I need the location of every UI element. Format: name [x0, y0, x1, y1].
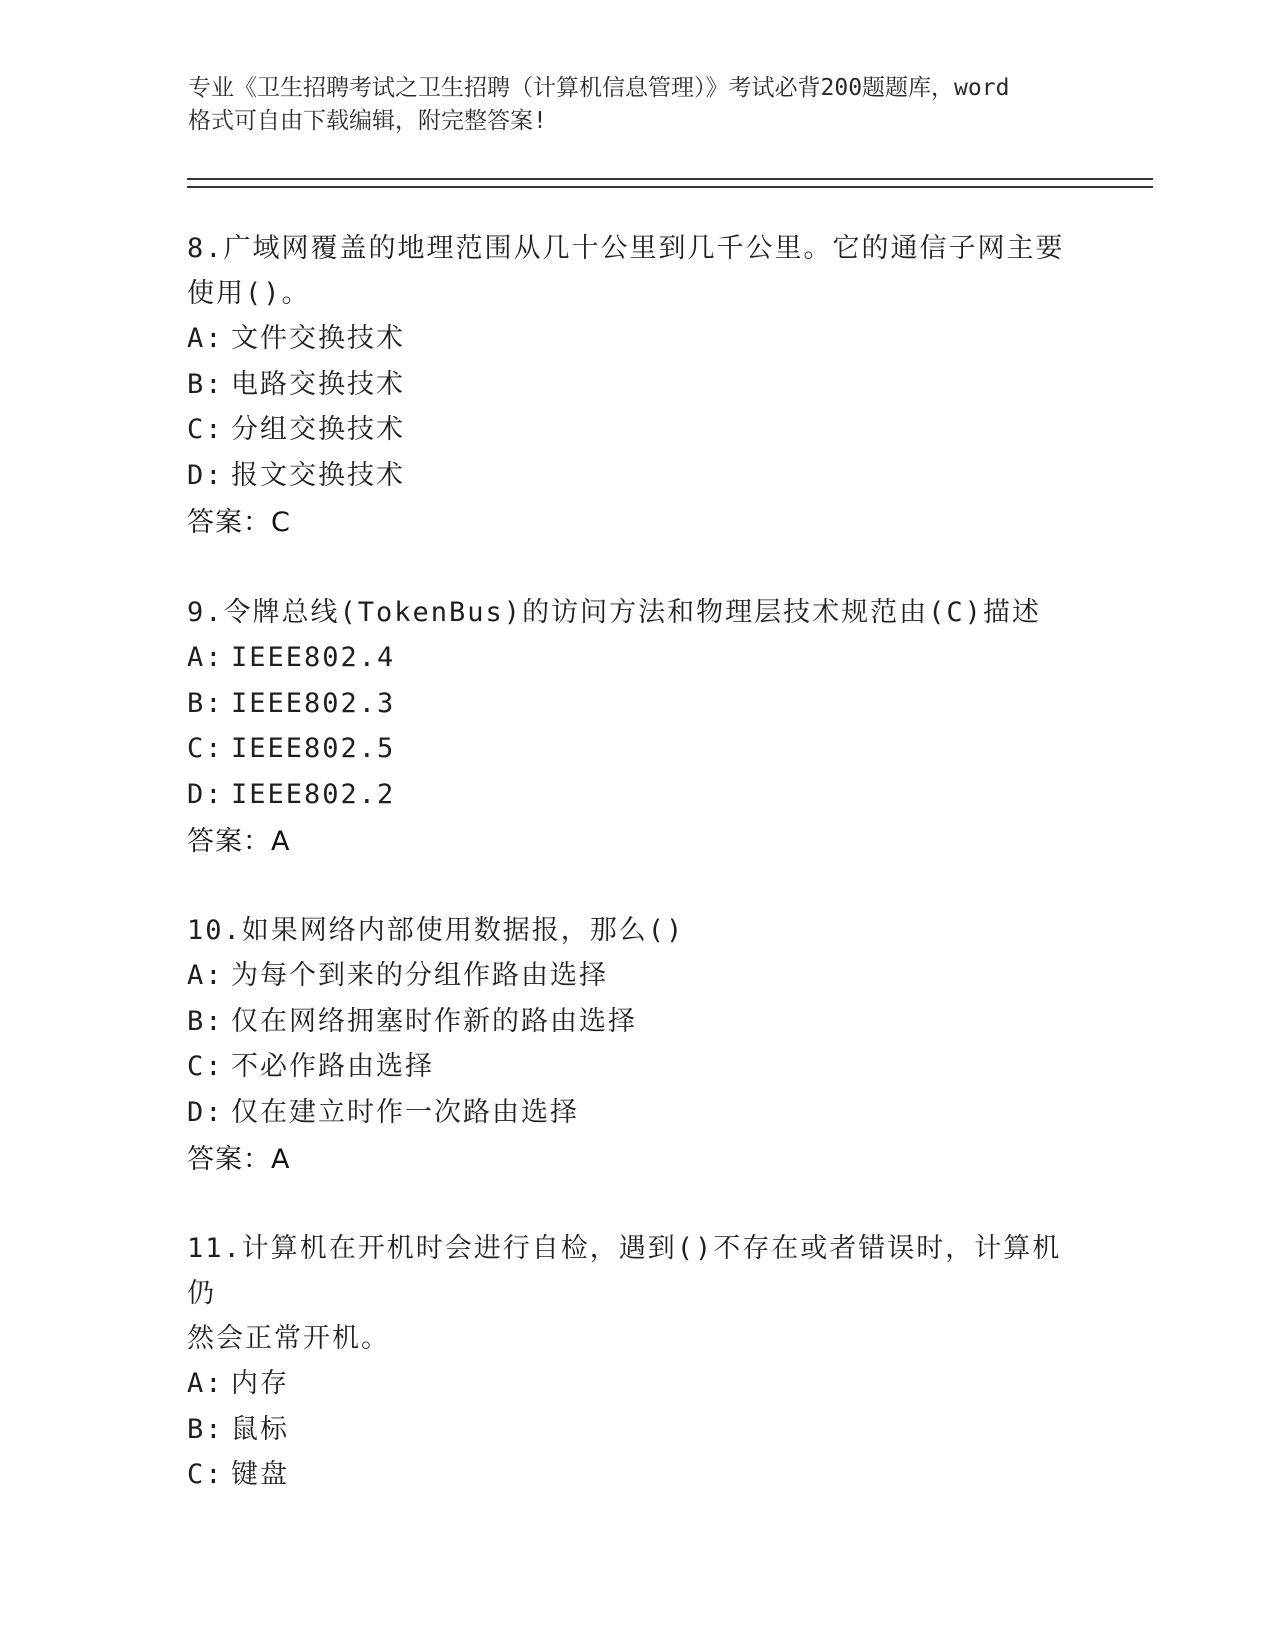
question-stem-line-1: 11.计算机在开机时会进行自检，遇到()不存在或者错误时，计算机仍 [187, 1233, 1062, 1309]
option-text: 键盘 [231, 1459, 289, 1490]
question-stem-line-2: 然会正常开机。 [187, 1323, 390, 1354]
option-label: A: [187, 323, 224, 354]
option-label: C: [187, 414, 224, 445]
option-d [187, 1090, 1087, 1136]
question-8 [187, 226, 1087, 545]
option-label: B: [187, 1005, 224, 1037]
option-label: D: [187, 459, 224, 491]
question-stem-line-1: 9.令牌总线(TokenBus)的访问方法和物理层技术规范由(C)描述 [187, 597, 1041, 628]
option-text: 鼠标 [231, 1413, 289, 1445]
question-stem-line-2: 使用()。 [187, 278, 311, 309]
question-stem-line-1: 10.如果网络内部使用数据报，那么() [187, 915, 685, 946]
option-label: A: [187, 960, 224, 991]
option-label: A: [187, 1368, 224, 1399]
question-stem [187, 908, 1087, 953]
answer: 答案：C [187, 507, 291, 538]
option-text: IEEE802.5 [231, 733, 396, 764]
answer: 答案：A [187, 1144, 291, 1175]
option-text: IEEE802.2 [231, 778, 396, 810]
option-c [187, 1452, 1087, 1498]
option-c [187, 407, 1087, 453]
option-text: IEEE802.4 [231, 642, 396, 673]
option-text: IEEE802.3 [231, 687, 396, 719]
question-stem [187, 226, 1087, 316]
option-a [187, 635, 1087, 681]
header-line-1: 专业《卫生招聘考试之卫生招聘（计算机信息管理）》考试必背200题题库，word [188, 75, 1010, 101]
question-stem-line-1: 8.广域网覆盖的地理范围从几十公里到几千公里。它的通信子网主要 [187, 233, 1065, 264]
option-b [187, 999, 1087, 1045]
answer: 答案：A [187, 826, 291, 857]
question-10 [187, 908, 1087, 1182]
option-text: 分组交换技术 [231, 414, 405, 445]
option-c [187, 1044, 1087, 1090]
option-label: D: [187, 1096, 224, 1128]
option-c [187, 726, 1087, 772]
option-label: C: [187, 1051, 224, 1082]
option-d [187, 772, 1087, 818]
option-text: 仅在建立时作一次路由选择 [231, 1096, 579, 1128]
option-text: 不必作路由选择 [231, 1051, 434, 1082]
option-a [187, 316, 1087, 362]
option-label: A: [187, 642, 224, 673]
option-label: C: [187, 733, 224, 764]
question-stem [187, 1226, 1087, 1361]
header-divider [187, 178, 1153, 188]
question-11 [187, 1226, 1087, 1498]
option-label: B: [187, 1413, 224, 1445]
question-stem [187, 590, 1087, 635]
question-9 [187, 590, 1087, 864]
option-d [187, 453, 1087, 499]
option-text: 仅在网络拥塞时作新的路由选择 [231, 1005, 637, 1037]
option-text: 报文交换技术 [231, 459, 405, 491]
option-text: 电路交换技术 [231, 368, 405, 400]
option-text: 内存 [231, 1368, 289, 1399]
document-header [188, 72, 1088, 138]
option-a [187, 953, 1087, 999]
option-label: B: [187, 687, 224, 719]
option-a [187, 1361, 1087, 1407]
option-text: 为每个到来的分组作路由选择 [231, 960, 608, 991]
option-label: D: [187, 778, 224, 810]
option-label: C: [187, 1459, 224, 1490]
option-b [187, 1407, 1087, 1453]
option-b [187, 362, 1087, 408]
option-label: B: [187, 368, 224, 400]
option-b [187, 681, 1087, 727]
header-line-2: 格式可自由下载编辑，附完整答案! [188, 108, 547, 134]
option-text: 文件交换技术 [231, 323, 405, 354]
